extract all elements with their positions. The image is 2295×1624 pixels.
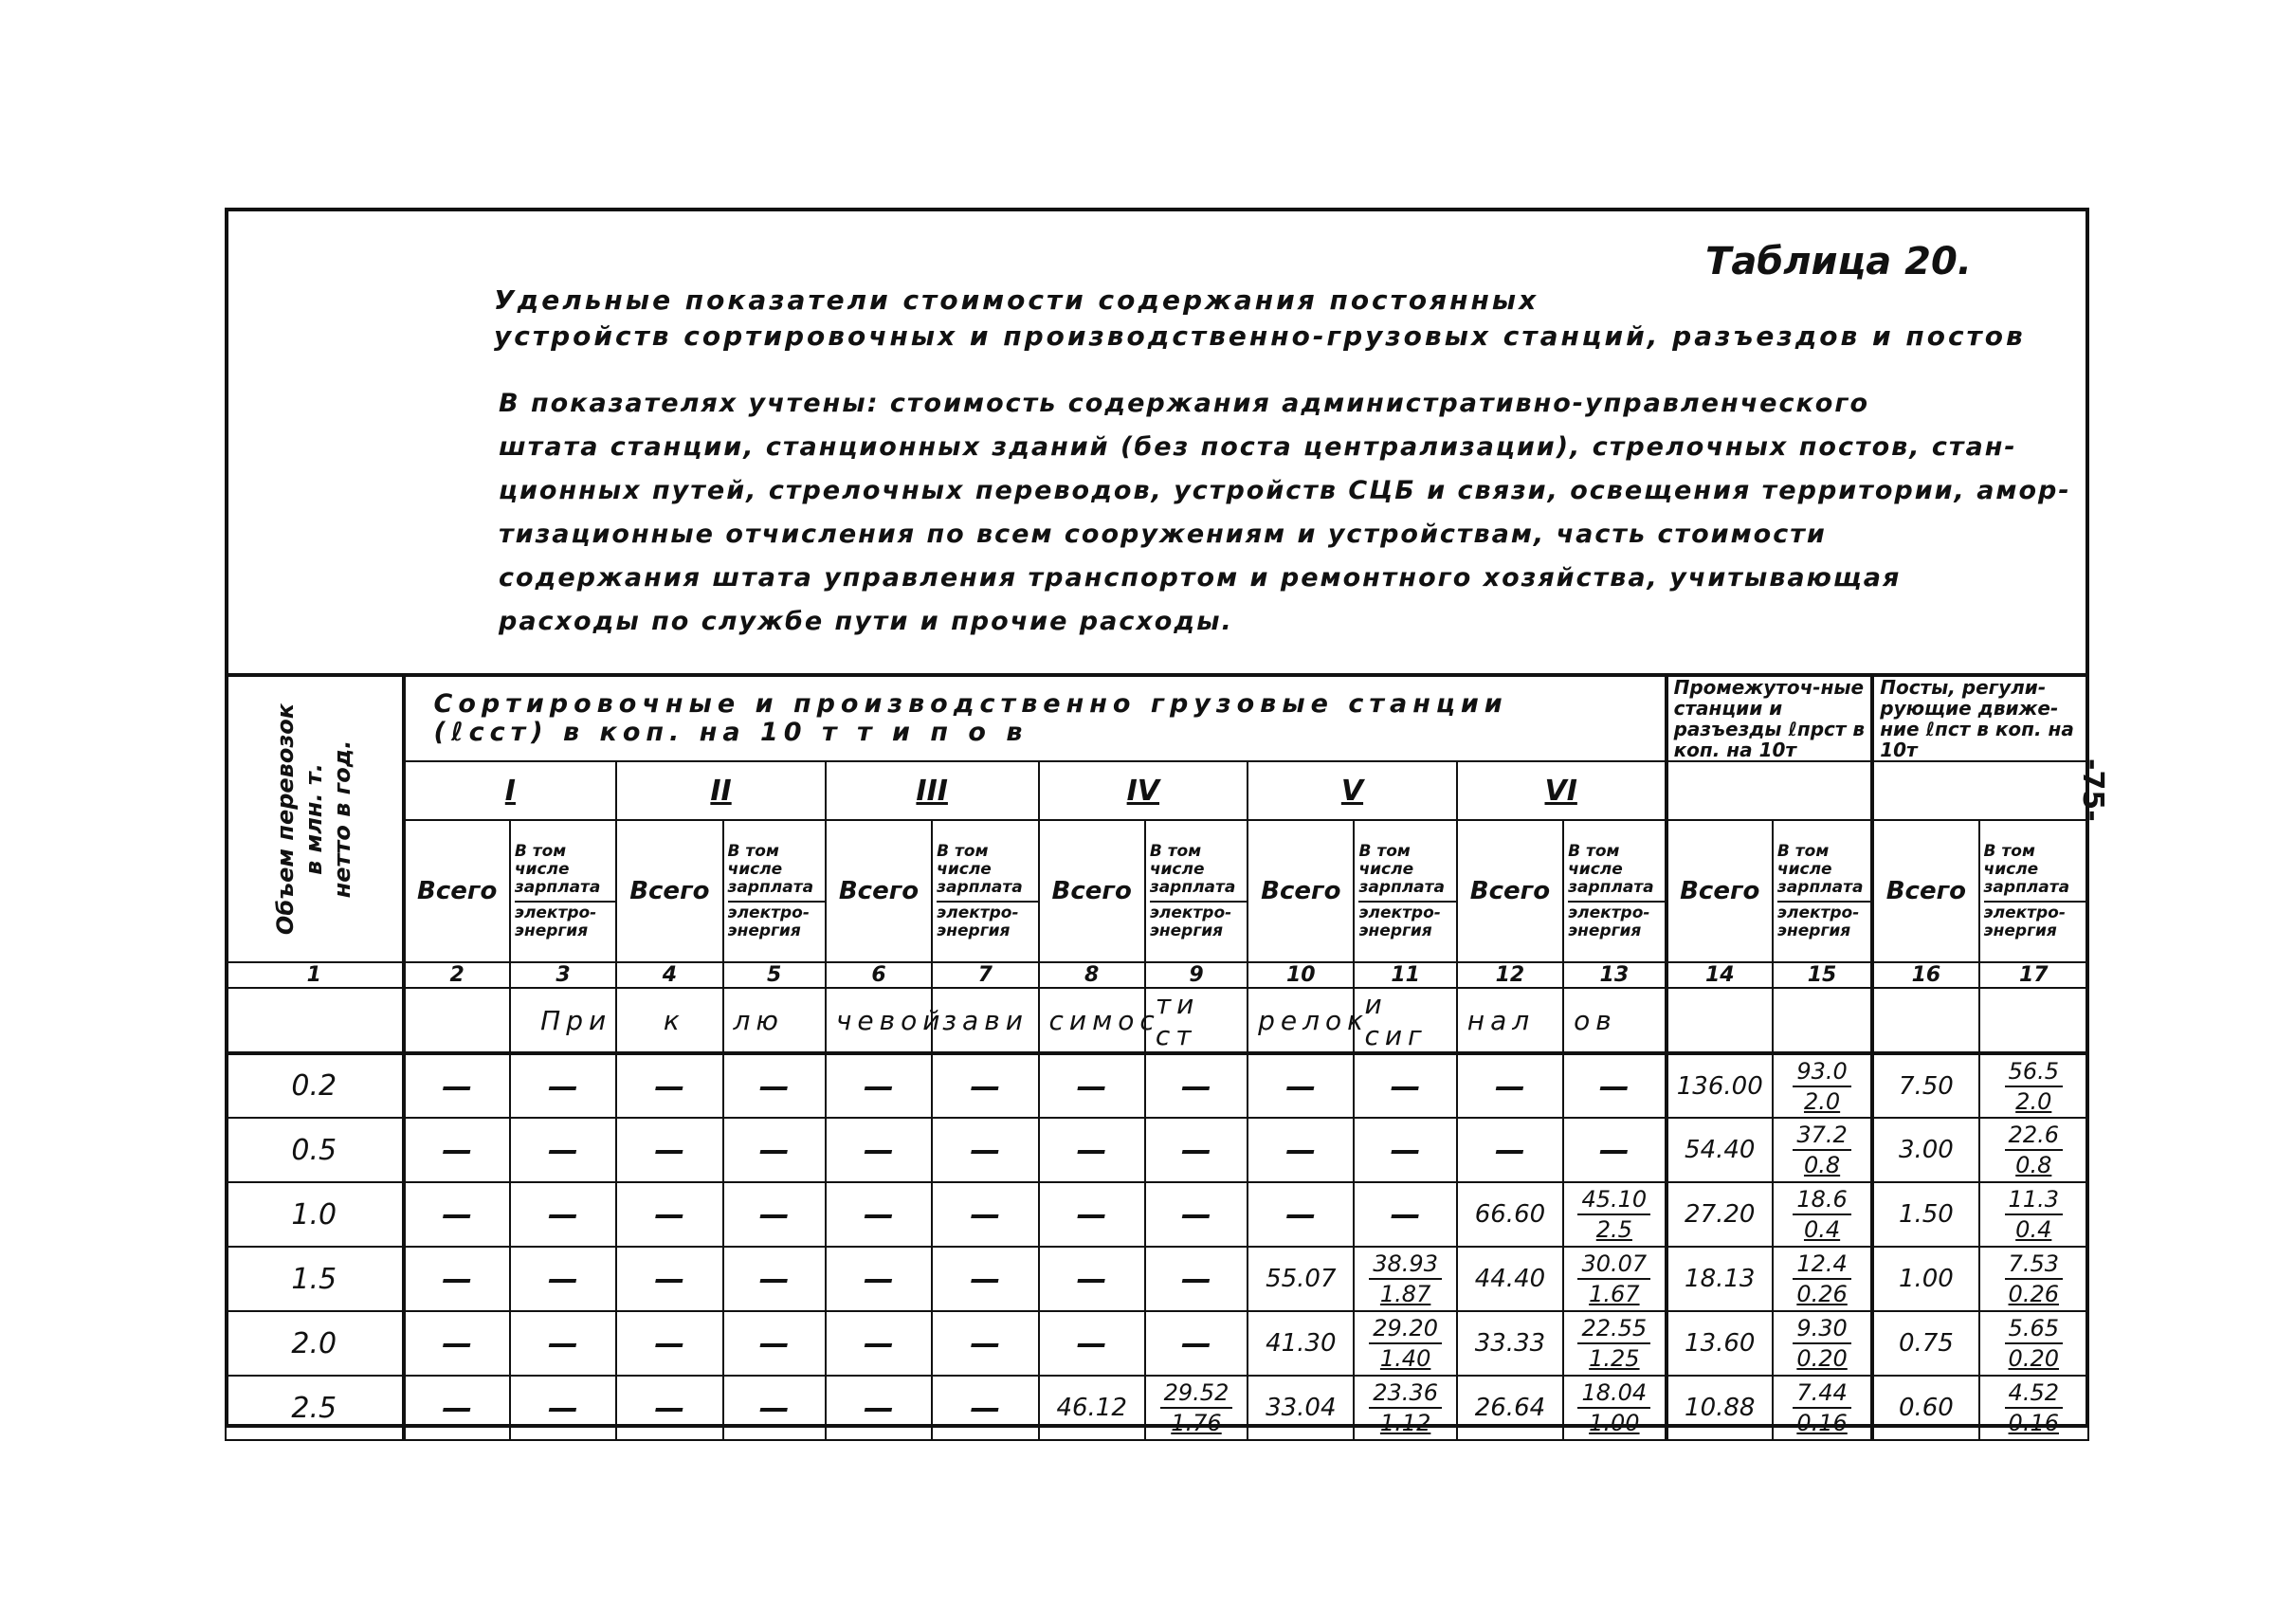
dash-cell: —: [1354, 1118, 1456, 1182]
fraction-top: 29.20: [1369, 1314, 1442, 1344]
fraction-top: 7.44: [1793, 1378, 1850, 1409]
fraction-bottom: 0.8: [1803, 1152, 1841, 1178]
fraction-top: 12.4: [1793, 1250, 1850, 1280]
dash-cell: —: [510, 1376, 616, 1440]
value-cell: 66.60: [1457, 1182, 1563, 1247]
fraction-bottom: 2.0: [2015, 1087, 2052, 1115]
fraction-cell: [1773, 1118, 1872, 1182]
dash-cell: —: [1039, 1118, 1145, 1182]
fraction-cell: [1563, 1376, 1666, 1440]
fraction-top: 30.07: [1577, 1250, 1650, 1280]
value-cell: 13.60: [1667, 1311, 1773, 1376]
table-row: [226, 1311, 2088, 1376]
value-cell: 27.20: [1667, 1182, 1773, 1247]
fraction-cell: [1773, 1247, 1872, 1311]
value-cell: 54.40: [1667, 1118, 1773, 1182]
fraction: [1577, 1185, 1650, 1244]
fraction-top: 9.30: [1793, 1314, 1850, 1344]
total-header: Всего: [826, 820, 932, 962]
dash-cell: —: [826, 1053, 932, 1118]
data-rows: [226, 1053, 2088, 1440]
fraction-cell: [1773, 1053, 1872, 1118]
total-header: Всего: [1667, 820, 1773, 962]
fraction: [2005, 1121, 2063, 1179]
incl-header: В том числе зарплата электро-энергия: [1354, 820, 1456, 962]
fraction-bottom: 1.12: [1379, 1410, 1431, 1436]
dash-cell: —: [404, 1247, 510, 1311]
total-header: Всего: [1248, 820, 1354, 962]
fraction-cell: [1979, 1118, 2088, 1182]
data-table: [225, 673, 2089, 1441]
table-title: [494, 283, 2026, 355]
volume-cell: 2.0: [226, 1311, 404, 1376]
table-row: [226, 1118, 2088, 1182]
fraction: [1793, 1185, 1850, 1244]
fraction: [1793, 1057, 1850, 1116]
fraction-cell: [1979, 1247, 2088, 1311]
dash-cell: —: [932, 1376, 1038, 1440]
table-row: [226, 1247, 2088, 1311]
fraction-bottom: 0.16: [1796, 1410, 1848, 1436]
fraction-bottom: 0.4: [1803, 1216, 1841, 1243]
subheader-row: [226, 820, 2088, 962]
fraction-top: 38.93: [1369, 1250, 1442, 1280]
dash-cell: —: [404, 1182, 510, 1247]
fraction-cell: [1354, 1247, 1456, 1311]
header-row: [226, 675, 2088, 761]
posts-header: Посты, регули-рующие движе-ние ℓпст в коп. на 10т: [1872, 675, 2088, 761]
dash-cell: —: [1039, 1247, 1145, 1311]
fraction-bottom: 1.00: [1589, 1410, 1640, 1436]
fraction-cell: [1979, 1311, 2088, 1376]
incl-header: В том числе зарплата электро-энергия: [723, 820, 826, 962]
dash-cell: —: [1563, 1053, 1666, 1118]
fraction-bottom: 0.20: [2008, 1345, 2059, 1372]
fraction: [2005, 1057, 2063, 1116]
title-line: устройств сортировочных и производственно-грузовых станций, разъездов и постов: [494, 320, 2026, 352]
dash-cell: —: [723, 1053, 826, 1118]
column-numbers-row: 1 2 3 4 5 6 7 8 9 10 11 12 13 14 15 16 17: [226, 962, 2088, 988]
volume-cell: 1.5: [226, 1247, 404, 1311]
value-cell: 41.30: [1248, 1311, 1354, 1376]
fraction: [1793, 1314, 1850, 1373]
fraction-cell: [1773, 1182, 1872, 1247]
fraction-top: 5.65: [2005, 1314, 2063, 1344]
fraction-top: 11.3: [2005, 1185, 2063, 1215]
dash-cell: —: [723, 1311, 826, 1376]
dash-cell: —: [932, 1182, 1038, 1247]
type-IV: IV: [1039, 761, 1248, 820]
fraction-top: 22.6: [2005, 1121, 2063, 1151]
type-III: III: [826, 761, 1039, 820]
fraction: [1369, 1314, 1442, 1373]
condition-row: При к лю чевой зави симос ти ст релок и сиг нал ов: [226, 988, 2088, 1053]
fraction-bottom: 1.87: [1379, 1281, 1431, 1307]
dash-cell: —: [1563, 1118, 1666, 1182]
incl-header: В том числе зарплата электро-энергия: [1979, 820, 2088, 962]
note-line: содержания штата управления транспортом и ремонтного хозяйства, учитывающая: [499, 563, 1902, 593]
fraction-cell: [1979, 1053, 2088, 1118]
dash-cell: —: [1145, 1118, 1248, 1182]
dash-cell: —: [404, 1118, 510, 1182]
note-line: штата станции, станционных зданий (без поста централизации), стрелочных постов, стан-: [499, 432, 2017, 462]
type-II: II: [616, 761, 826, 820]
fraction-bottom: 0.8: [2015, 1152, 2052, 1178]
fraction: [2005, 1250, 2063, 1308]
fraction: [1577, 1250, 1650, 1308]
table-row: [226, 1376, 2088, 1440]
dash-cell: —: [1039, 1053, 1145, 1118]
dash-cell: —: [404, 1311, 510, 1376]
dash-cell: —: [616, 1311, 722, 1376]
table-row: [226, 1053, 2088, 1118]
dash-cell: —: [723, 1182, 826, 1247]
dash-cell: —: [1145, 1182, 1248, 1247]
incl-header: В том числе зарплата электро-энергия: [510, 820, 616, 962]
title-line: Удельные показатели стоимости содержания постоянных: [494, 284, 1539, 316]
value-cell: 46.12: [1039, 1376, 1145, 1440]
incl-header: В том числе зарплата электро-энергия: [1773, 820, 1872, 962]
fraction-top: 7.53: [2005, 1250, 2063, 1280]
value-cell: 55.07: [1248, 1247, 1354, 1311]
table-note: [499, 382, 2071, 644]
volume-cell: 2.5: [226, 1376, 404, 1440]
fraction: [1577, 1314, 1650, 1373]
note-line: тизационные отчисления по всем сооружениям и устройствам, часть стоимости: [499, 520, 1827, 549]
fraction-top: 23.36: [1369, 1378, 1442, 1409]
dash-cell: —: [1248, 1053, 1354, 1118]
value-cell: 1.50: [1872, 1182, 1978, 1247]
dash-cell: —: [1145, 1053, 1248, 1118]
fraction: [1793, 1378, 1850, 1437]
dash-cell: —: [616, 1376, 722, 1440]
fraction-bottom: 0.20: [1796, 1345, 1848, 1372]
note-line: расходы по службе пути и прочие расходы.: [499, 607, 1233, 636]
dash-cell: —: [826, 1247, 932, 1311]
sorting-stations-header: Сортировочные и производственно грузовые станции (ℓcст) в коп. на 10 т т и п о в: [404, 675, 1667, 761]
fraction-top: 22.55: [1577, 1314, 1650, 1344]
fraction-cell: [1563, 1311, 1666, 1376]
fraction-cell: [1773, 1376, 1872, 1440]
fraction-bottom: 0.16: [2008, 1410, 2059, 1436]
total-header: Всего: [1457, 820, 1563, 962]
fraction: [1160, 1378, 1233, 1437]
intermediate-stations-header: Промежуточ-ные станции и разъезды ℓпрст в коп. на 10т: [1667, 675, 1873, 761]
fraction: [2005, 1185, 2063, 1244]
fraction-top: 45.10: [1577, 1185, 1650, 1215]
dash-cell: —: [1248, 1182, 1354, 1247]
dash-cell: —: [510, 1118, 616, 1182]
fraction-bottom: 0.4: [2015, 1216, 2052, 1243]
note-line: ционных путей, стрелочных переводов, устройств СЦБ и связи, освещения территории, амор-: [499, 476, 2071, 505]
dash-cell: —: [932, 1118, 1038, 1182]
volume-cell: 1.0: [226, 1182, 404, 1247]
value-cell: 7.50: [1872, 1053, 1978, 1118]
dash-cell: —: [1457, 1053, 1563, 1118]
fraction-cell: [1563, 1247, 1666, 1311]
fraction: [1369, 1250, 1442, 1308]
dash-cell: —: [1145, 1311, 1248, 1376]
total-header: Всего: [404, 820, 510, 962]
value-cell: 26.64: [1457, 1376, 1563, 1440]
dash-cell: —: [826, 1311, 932, 1376]
value-cell: 33.04: [1248, 1376, 1354, 1440]
dash-cell: —: [510, 1182, 616, 1247]
fraction-bottom: 1.25: [1589, 1345, 1640, 1372]
fraction-cell: [1563, 1182, 1666, 1247]
dash-cell: —: [404, 1053, 510, 1118]
page-number: -75-: [2076, 758, 2109, 822]
dash-cell: —: [723, 1376, 826, 1440]
dash-cell: —: [616, 1118, 722, 1182]
volume-header: Объем перевозок в млн. т. нетто в год.: [226, 675, 404, 962]
dash-cell: —: [1039, 1311, 1145, 1376]
value-cell: 3.00: [1872, 1118, 1978, 1182]
fraction-cell: [1354, 1311, 1456, 1376]
dash-cell: —: [826, 1376, 932, 1440]
table-label: Таблица 20.: [1705, 240, 1972, 283]
dash-cell: —: [1145, 1247, 1248, 1311]
type-VI: VI: [1457, 761, 1667, 820]
fraction-bottom: 1.40: [1379, 1345, 1431, 1372]
dash-cell: —: [932, 1053, 1038, 1118]
total-header: Всего: [1872, 820, 1978, 962]
type-I: I: [404, 761, 617, 820]
fraction-top: 4.52: [2005, 1378, 2063, 1409]
fraction: [1793, 1250, 1850, 1308]
total-header: Всего: [1039, 820, 1145, 962]
fraction-bottom: 0.26: [1796, 1281, 1848, 1307]
dash-cell: —: [510, 1311, 616, 1376]
value-cell: 33.33: [1457, 1311, 1563, 1376]
dash-cell: —: [932, 1247, 1038, 1311]
note-line: В показателях учтены: стоимость содержания административно-управленческого: [499, 389, 1870, 418]
value-cell: 0.60: [1872, 1376, 1978, 1440]
fraction-top: 37.2: [1793, 1121, 1850, 1151]
dash-cell: —: [404, 1376, 510, 1440]
dash-cell: —: [1457, 1118, 1563, 1182]
incl-header: В том числе зарплата электро-энергия: [1145, 820, 1248, 962]
fraction-cell: [1979, 1376, 2088, 1440]
dash-cell: —: [1354, 1182, 1456, 1247]
fraction-top: 29.52: [1160, 1378, 1233, 1409]
dash-cell: —: [616, 1053, 722, 1118]
fraction-cell: [1145, 1376, 1248, 1440]
total-header: Всего: [616, 820, 722, 962]
fraction-bottom: 1.67: [1589, 1281, 1640, 1307]
fraction-bottom: 1.76: [1171, 1410, 1222, 1436]
fraction-bottom: 0.26: [2008, 1281, 2059, 1307]
fraction: [1793, 1121, 1850, 1179]
dash-cell: —: [932, 1311, 1038, 1376]
fraction-cell: [1773, 1311, 1872, 1376]
fraction: [2005, 1314, 2063, 1373]
fraction-top: 18.04: [1577, 1378, 1650, 1409]
fraction: [1369, 1378, 1442, 1437]
incl-header: В том числе зарплата электро-энергия: [932, 820, 1038, 962]
dash-cell: —: [510, 1053, 616, 1118]
dash-cell: —: [723, 1247, 826, 1311]
value-cell: 0.75: [1872, 1311, 1978, 1376]
volume-cell: 0.2: [226, 1053, 404, 1118]
fraction-cell: [1354, 1376, 1456, 1440]
type-V: V: [1248, 761, 1457, 820]
fraction-bottom: 2.0: [1803, 1087, 1841, 1115]
types-row: [226, 761, 2088, 820]
fraction: [2005, 1378, 2063, 1437]
fraction-bottom: 2.5: [1595, 1216, 1632, 1243]
value-cell: 1.00: [1872, 1247, 1978, 1311]
volume-cell: 0.5: [226, 1118, 404, 1182]
dash-cell: —: [1354, 1053, 1456, 1118]
dash-cell: —: [723, 1118, 826, 1182]
fraction-top: 93.0: [1793, 1057, 1850, 1087]
table-row: [226, 1182, 2088, 1247]
fraction-top: 18.6: [1793, 1185, 1850, 1215]
dash-cell: —: [1039, 1182, 1145, 1247]
dash-cell: —: [616, 1247, 722, 1311]
fraction-top: 56.5: [2005, 1057, 2063, 1087]
fraction: [1577, 1378, 1650, 1437]
value-cell: 44.40: [1457, 1247, 1563, 1311]
dash-cell: —: [1248, 1118, 1354, 1182]
dash-cell: —: [510, 1247, 616, 1311]
fraction-cell: [1979, 1182, 2088, 1247]
dash-cell: —: [616, 1182, 722, 1247]
value-cell: 10.88: [1667, 1376, 1773, 1440]
value-cell: 18.13: [1667, 1247, 1773, 1311]
dash-cell: —: [826, 1118, 932, 1182]
incl-header: В том числе зарплата электро-энергия: [1563, 820, 1666, 962]
value-cell: 136.00: [1667, 1053, 1773, 1118]
dash-cell: —: [826, 1182, 932, 1247]
